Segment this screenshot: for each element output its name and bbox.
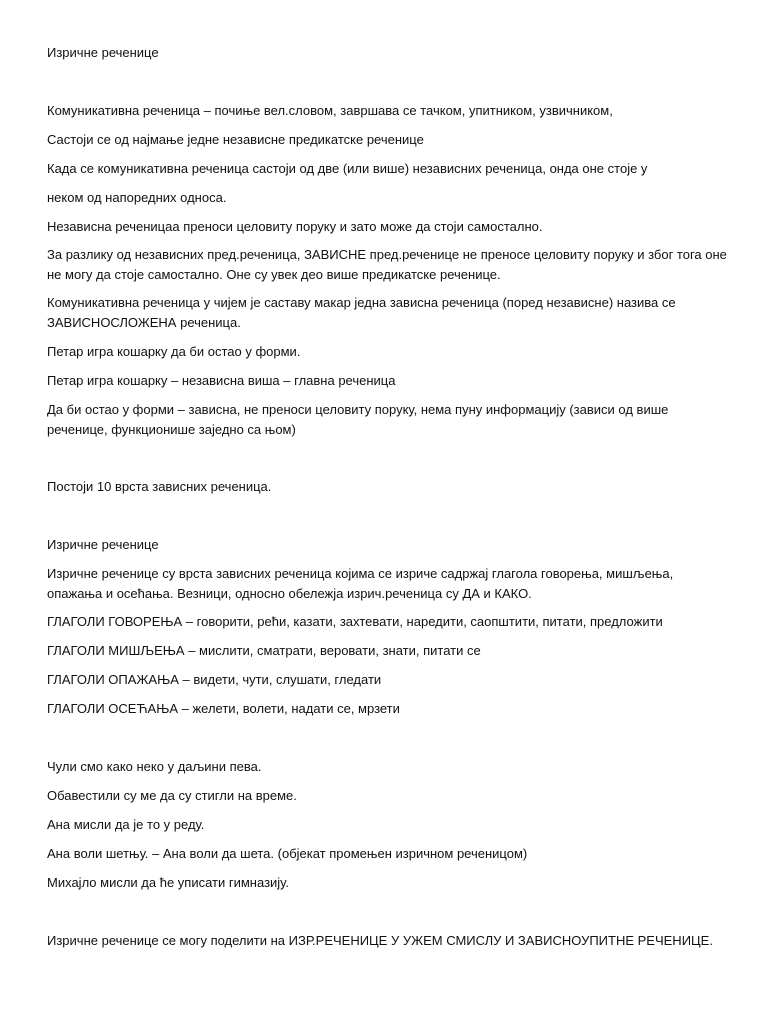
example-sentence: Петар игра кошарку да би остао у форми. (47, 344, 301, 359)
verb-group: ГЛАГОЛИ ОСЕЋАЊА – желети, волети, надати се, мрзети (47, 701, 400, 716)
paragraph: Изричне реченице су врста зависних реченица којима се изриче садржај глагола говорења, мишљења, опажања и осећања. Везници, односно обележја изрич.реченица су ДА и КАКО. (47, 566, 674, 601)
paragraph: Комуникативна реченица у чијем је саставу макар једна зависна реченица (поред независне) назива се ЗАВИСНОСЛОЖЕНА реченица. (47, 295, 676, 330)
paragraph: За разлику од независних пред.реченица, ЗАВИСНЕ пред.реченице не преносе целовиту поруку и због тога оне не могу да стоје самостално. Оне су увек део више предикатске реченице. (47, 247, 727, 282)
example-sentence: Михајло мисли да ће уписати гимназију. (47, 875, 289, 890)
paragraph: Када се комуникативна реченица састоји од две (или више) независних реченица, онда оне стоје у (47, 161, 648, 176)
paragraph: неком од напоредних односа. (47, 190, 227, 205)
paragraph: Изричне реченице се могу поделити на ИЗР.РЕЧЕНИЦЕ У УЖЕМ СМИСЛУ И ЗАВИСНОУПИТНЕ РЕЧЕНИЦЕ. (47, 933, 713, 948)
document-title: Изричне реченице (47, 45, 159, 60)
paragraph: Постоји 10 врста зависних реченица. (47, 479, 272, 494)
verb-group: ГЛАГОЛИ ГОВОРЕЊА – говорити, рећи, казати, захтевати, наредити, саопштити, питати, предложити (47, 614, 663, 629)
verb-group: ГЛАГОЛИ МИШЉЕЊА – мислити, сматрати, веровати, знати, питати се (47, 643, 481, 658)
example-sentence: Чули смо како неко у даљини пева. (47, 759, 262, 774)
section-heading: Изричне реченице (47, 537, 159, 552)
paragraph: Састоји се од најмање једне независне предикатске реченице (47, 132, 424, 147)
example-sentence: Ана мисли да је то у реду. (47, 817, 205, 832)
paragraph: Да би остао у форми – зависна, не преноси целовиту поруку, нема пуну информацију (зависи од више реченице, функционише заједно са њом) (47, 402, 669, 437)
paragraph: Комуникативна реченица – почиње вел.словом, завршава се тачком, упитником, узвичником, (47, 103, 613, 118)
paragraph: Независна реченицаа преноси целовиту поруку и зато може да стоји самостално. (47, 219, 543, 234)
example-sentence: Обавестили су ме да су стигли на време. (47, 788, 297, 803)
example-sentence: Ана воли шетњу. – Ана воли да шета. (објекат промењен изричном реченицом) (47, 846, 528, 861)
verb-group: ГЛАГОЛИ ОПАЖАЊА – видети, чути, слушати, гледати (47, 672, 382, 687)
paragraph: Петар игра кошарку – независна виша – главна реченица (47, 373, 396, 388)
